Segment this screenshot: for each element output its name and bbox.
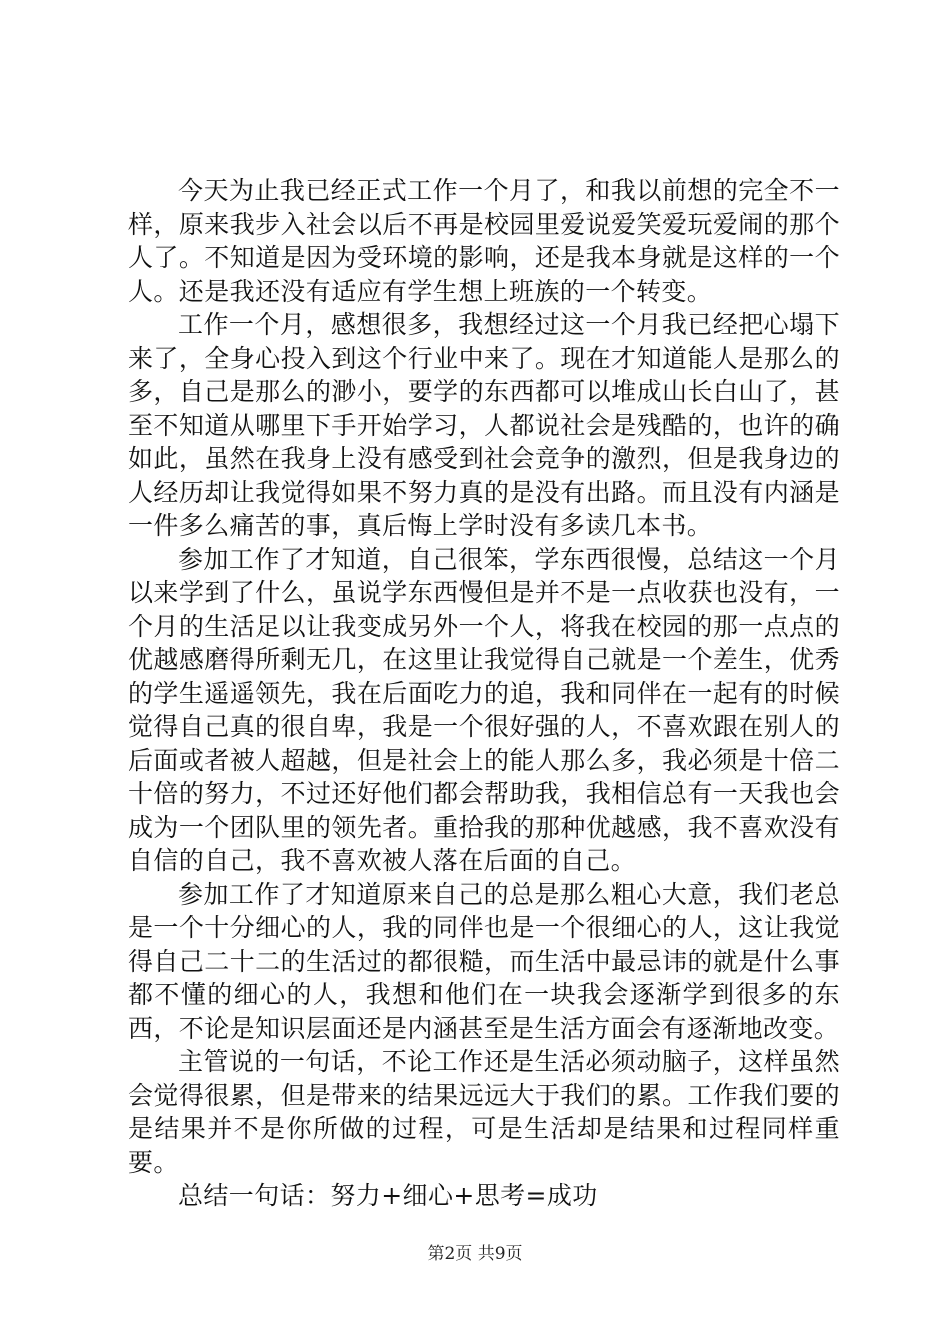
page-number-footer: 第2页 共9页 [427, 1244, 523, 1264]
paragraph-2: 工作一个月，感想很多，我想经过这一个月我已经把心塌下来了，全身心投入到这个行业中来了。现在才知道能人是那么的多，自己是那么的渺小，要学的东西都可以堆成山长白山了，甚至不知道从哪里下手开始学习，人都说社会是残酷的，也许的确如此，虽然在我身上没有感受到社会竞争的激烈，但是我身边的人经历却让我觉得如果不努力真的是没有出路。而且没有内涵是一件多么痛苦的事，真后悔上学时没有多读几本书。 [128, 310, 840, 540]
paragraph-4: 参加工作了才知道原来自己的总是那么粗心大意，我们老总是一个十分细心的人，我的同伴也是一个很细心的人，这让我觉得自己二十二的生活过的都很糙，而生活中最忌讳的就是什么事都不懂的细心的人，我想和他们在一块我会逐渐学到很多的东西，不论是知识层面还是内涵甚至是生活方面会有逐渐地改变。 [128, 879, 840, 1043]
paragraph-5: 主管说的一句话，不论工作还是生活必须动脑子，这样虽然会觉得很累，但是带来的结果远远大于我们的累。工作我们要的是结果并不是你所做的过程，可是生活却是结果和过程同样重要。 [128, 1047, 840, 1177]
paragraph-3: 参加工作了才知道，自己很笨，学东西很慢，总结这一个月以来学到了什么，虽说学东西慢但是并不是一点收获也没有，一个月的生活足以让我变成另外一个人，将我在校园的那一点点的优越感磨得所剩无几，在这里让我觉得自己就是一个差生，优秀的学生遥遥领先，我在后面吃力的追，我和同伴在一起有的时候觉得自己真的很自卑，我是一个很好强的人，不喜欢跟在别人的后面或者被人超越，但是社会上的能人那么多，我必须是十倍二十倍的努力，不过还好他们都会帮助我，我相信总有一天我也会成为一个团队里的领先者。重拾我的那种优越感，我不喜欢没有自信的自己，我不喜欢被人落在后面的自己。 [128, 544, 840, 875]
paragraph-summary: 总结一句话：努力+细心+思考=成功 [178, 1181, 598, 1210]
document-body [128, 174, 840, 1213]
paragraph-1: 今天为止我已经正式工作一个月了，和我以前想的完全不一样，原来我步入社会以后不再是校园里爱说爱笑爱玩爱闹的那个人了。不知道是因为受环境的影响，还是我本身就是这样的一个人。还是我还没有适应有学生想上班族的一个转变。 [128, 176, 840, 306]
